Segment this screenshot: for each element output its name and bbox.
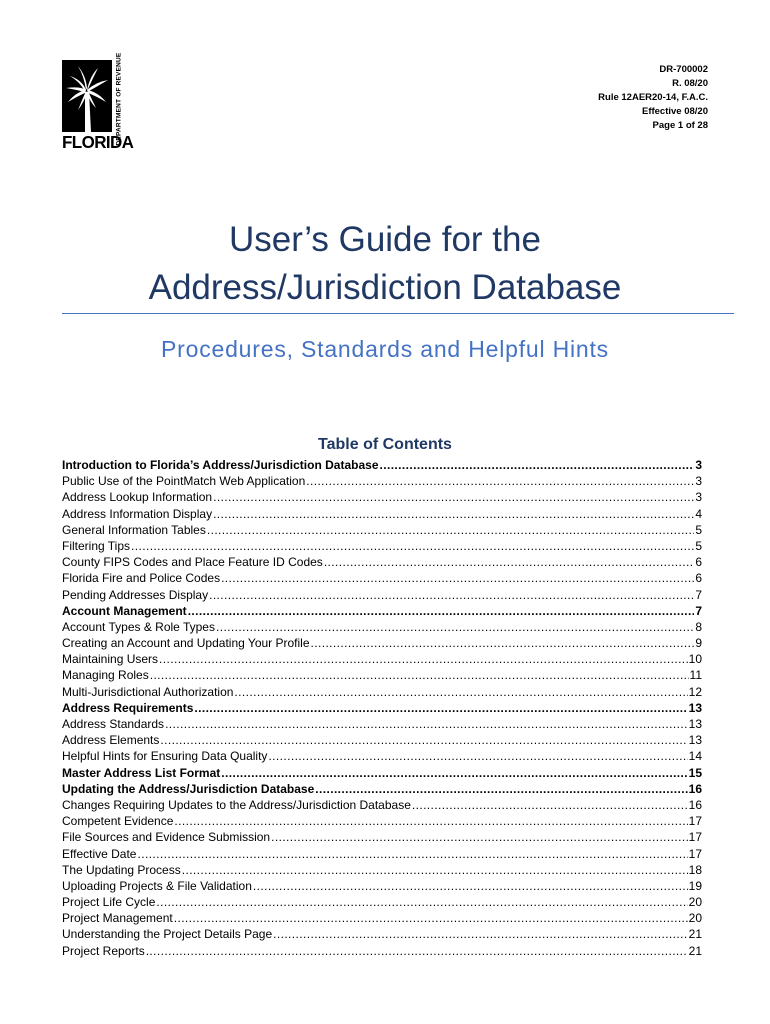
document-title bbox=[0, 216, 770, 312]
toc-dot-leader bbox=[213, 489, 694, 505]
toc-entry-label: Public Use of the PointMatch Web Application bbox=[62, 474, 306, 489]
toc-entry[interactable] bbox=[62, 554, 702, 570]
toc-entry-page: 5 bbox=[695, 538, 702, 553]
toc-dot-leader bbox=[160, 732, 687, 748]
toc-dot-leader bbox=[182, 862, 688, 878]
toc-entry-page: 10 bbox=[688, 652, 702, 667]
toc-entry[interactable] bbox=[62, 748, 702, 764]
toc-entry-label: General Information Tables bbox=[62, 522, 206, 537]
toc-entry[interactable] bbox=[62, 862, 702, 878]
rule: Rule 12AER20-14, F.A.C. bbox=[598, 92, 708, 103]
toc-dot-leader bbox=[150, 667, 689, 683]
title-line-1: User’s Guide for the bbox=[229, 220, 541, 259]
toc-entry-label: Address Information Display bbox=[62, 506, 213, 521]
toc-entry-page: 6 bbox=[695, 555, 702, 570]
logo-department-text: DEPARTMENT OF REVENUE bbox=[115, 52, 123, 146]
toc-entry-label: Master Address List Format bbox=[62, 765, 221, 780]
toc-dot-leader bbox=[253, 878, 688, 894]
toc-entry[interactable] bbox=[62, 797, 702, 813]
toc-entry-label: The Updating Process bbox=[62, 862, 181, 877]
toc-entry-label: Introduction to Florida’s Address/Jurisdiction Database bbox=[62, 458, 379, 472]
toc-entry-page: 13 bbox=[688, 700, 702, 715]
toc-dot-leader bbox=[234, 684, 687, 700]
toc-entry[interactable] bbox=[62, 829, 702, 845]
toc-entry-page: 21 bbox=[688, 943, 702, 958]
toc-entry-label: Address Lookup Information bbox=[62, 490, 213, 505]
toc-entry-label: Account Management bbox=[62, 603, 187, 618]
toc-entry-page: 13 bbox=[688, 733, 702, 748]
page-number: Page 1 of 28 bbox=[652, 120, 708, 131]
toc-dot-leader bbox=[268, 748, 687, 764]
effective-date: Effective 08/20 bbox=[641, 106, 708, 117]
toc-entry[interactable] bbox=[62, 603, 702, 619]
toc-entry-page: 5 bbox=[695, 522, 702, 537]
toc-entry-label: Address Elements bbox=[62, 733, 160, 748]
toc-dot-leader bbox=[174, 910, 688, 926]
toc-dot-leader bbox=[324, 554, 695, 570]
toc-dot-leader bbox=[273, 926, 688, 942]
toc-dot-leader bbox=[156, 894, 687, 910]
toc-entry-label: Project Reports bbox=[62, 943, 145, 958]
toc-entry[interactable] bbox=[62, 732, 702, 748]
logo-florida-text: FLORIDA bbox=[62, 132, 134, 153]
toc-entry-page: 7 bbox=[695, 603, 702, 618]
revision: R. 08/20 bbox=[672, 78, 708, 89]
toc-entry-page: 8 bbox=[695, 619, 702, 634]
toc-entry-label: Changes Requiring Updates to the Address/Jurisdiction Database bbox=[62, 797, 411, 812]
toc-entry-page: 12 bbox=[688, 684, 702, 699]
toc-entry-page: 16 bbox=[688, 781, 702, 796]
toc-entry[interactable] bbox=[62, 813, 702, 829]
toc-entry-label: Florida Fire and Police Codes bbox=[62, 571, 221, 586]
toc-entry[interactable] bbox=[62, 473, 702, 489]
toc-entry-page: 13 bbox=[688, 717, 702, 731]
toc-entry-label: Project Life Cycle bbox=[62, 895, 156, 910]
toc-entry[interactable] bbox=[62, 651, 702, 667]
toc-dot-leader bbox=[174, 813, 687, 829]
toc-dot-leader bbox=[216, 619, 694, 635]
toc-entry-page: 18 bbox=[688, 862, 702, 877]
toc-entry-page: 14 bbox=[688, 749, 702, 764]
toc-entry-page: 3 bbox=[695, 458, 702, 472]
toc-entry-label: County FIPS Codes and Place Feature ID Codes bbox=[62, 555, 323, 570]
toc-entry-page: 21 bbox=[688, 927, 702, 942]
toc-dot-leader bbox=[315, 781, 687, 797]
toc-entry-label: Account Types & Role Types bbox=[62, 619, 215, 634]
toc-entry-page: 20 bbox=[688, 895, 702, 910]
toc-entry-label: Maintaining Users bbox=[62, 652, 159, 667]
toc-entry-label: Address Standards bbox=[62, 717, 165, 731]
toc-dot-leader bbox=[221, 570, 694, 586]
toc-entry[interactable] bbox=[62, 538, 702, 554]
toc-entry-label: Helpful Hints for Ensuring Data Quality bbox=[62, 749, 268, 764]
toc-entry[interactable] bbox=[62, 943, 702, 959]
toc-dot-leader bbox=[165, 716, 688, 732]
toc-dot-leader bbox=[207, 522, 694, 538]
toc-entry[interactable] bbox=[62, 878, 702, 894]
toc-entry-label: Project Management bbox=[62, 911, 173, 926]
toc-entry-page: 15 bbox=[688, 765, 702, 780]
toc-entry[interactable] bbox=[62, 506, 702, 522]
toc-entry[interactable] bbox=[62, 716, 702, 732]
toc-entry-page: 7 bbox=[695, 587, 702, 602]
toc-entry-label: Address Requirements bbox=[62, 700, 194, 715]
toc-entry-page: 3 bbox=[695, 490, 702, 505]
toc-entry[interactable] bbox=[62, 765, 702, 781]
toc-entry-page: 16 bbox=[688, 797, 702, 812]
toc-heading: Table of Contents bbox=[318, 436, 452, 453]
toc-entry-label: Creating an Account and Updating Your Profile bbox=[62, 636, 310, 651]
toc-dot-leader bbox=[159, 651, 688, 667]
form-number: DR-700002 bbox=[659, 64, 708, 75]
toc-entry-page: 9 bbox=[695, 636, 702, 651]
document-subtitle: Procedures, Standards and Helpful Hints bbox=[161, 336, 609, 362]
toc-dot-leader bbox=[311, 635, 695, 651]
toc-dot-leader bbox=[209, 587, 694, 603]
toc-dot-leader bbox=[213, 506, 694, 522]
toc-dot-leader bbox=[194, 700, 687, 716]
toc-entry[interactable] bbox=[62, 570, 702, 586]
toc-entry-label: Uploading Projects & File Validation bbox=[62, 878, 252, 893]
toc-entry-label: Effective Date bbox=[62, 846, 137, 861]
toc-entry-label: Multi-Jurisdictional Authorization bbox=[62, 684, 234, 699]
toc-entry-label: Managing Roles bbox=[62, 668, 149, 683]
toc-entry-label: Understanding the Project Details Page bbox=[62, 927, 273, 942]
title-line-2: Address/Jurisdiction Database bbox=[148, 268, 622, 307]
toc-dot-leader bbox=[146, 943, 688, 959]
toc-entry[interactable] bbox=[62, 587, 702, 603]
toc-entry[interactable] bbox=[62, 684, 702, 700]
toc-entry[interactable] bbox=[62, 667, 702, 683]
toc-entry-page: 3 bbox=[695, 474, 702, 489]
title-divider bbox=[62, 313, 734, 314]
toc-entry[interactable] bbox=[62, 619, 702, 635]
toc-entry[interactable] bbox=[62, 457, 702, 473]
toc-entry-label: Updating the Address/Jurisdiction Database bbox=[62, 781, 315, 796]
toc-dot-leader bbox=[306, 473, 694, 489]
toc-entry[interactable] bbox=[62, 700, 702, 716]
toc-entry[interactable] bbox=[62, 489, 702, 505]
toc-entry-page: 17 bbox=[688, 846, 702, 861]
toc-entry-page: 17 bbox=[688, 814, 702, 829]
toc-entry[interactable] bbox=[62, 926, 702, 942]
toc-entry[interactable] bbox=[62, 894, 702, 910]
toc-dot-leader bbox=[188, 603, 695, 619]
toc-dot-leader bbox=[271, 829, 688, 845]
toc-entry[interactable] bbox=[62, 635, 702, 651]
toc-dot-leader bbox=[131, 538, 694, 554]
toc-entry[interactable] bbox=[62, 846, 702, 862]
toc-entry-page: 4 bbox=[695, 506, 702, 521]
toc-dot-leader bbox=[380, 457, 695, 473]
toc-entry-page: 17 bbox=[688, 830, 702, 845]
toc-entry-label: Competent Evidence bbox=[62, 814, 174, 829]
toc-entry-label: Pending Addresses Display bbox=[62, 587, 209, 602]
table-of-contents bbox=[62, 457, 702, 959]
toc-entry-page: 6 bbox=[695, 571, 702, 586]
toc-entry-label: Filtering Tips bbox=[62, 538, 131, 553]
toc-entry[interactable] bbox=[62, 522, 702, 538]
toc-dot-leader bbox=[221, 765, 687, 781]
document-info bbox=[598, 63, 708, 133]
toc-entry-label: File Sources and Evidence Submission bbox=[62, 830, 271, 845]
toc-entry[interactable] bbox=[62, 781, 702, 797]
toc-dot-leader bbox=[412, 797, 688, 813]
toc-entry-page: 19 bbox=[688, 878, 702, 893]
toc-entry[interactable] bbox=[62, 910, 702, 926]
toc-entry-page: 20 bbox=[688, 911, 702, 926]
toc-dot-leader bbox=[137, 846, 687, 862]
toc-entry-page: 11 bbox=[689, 668, 702, 683]
